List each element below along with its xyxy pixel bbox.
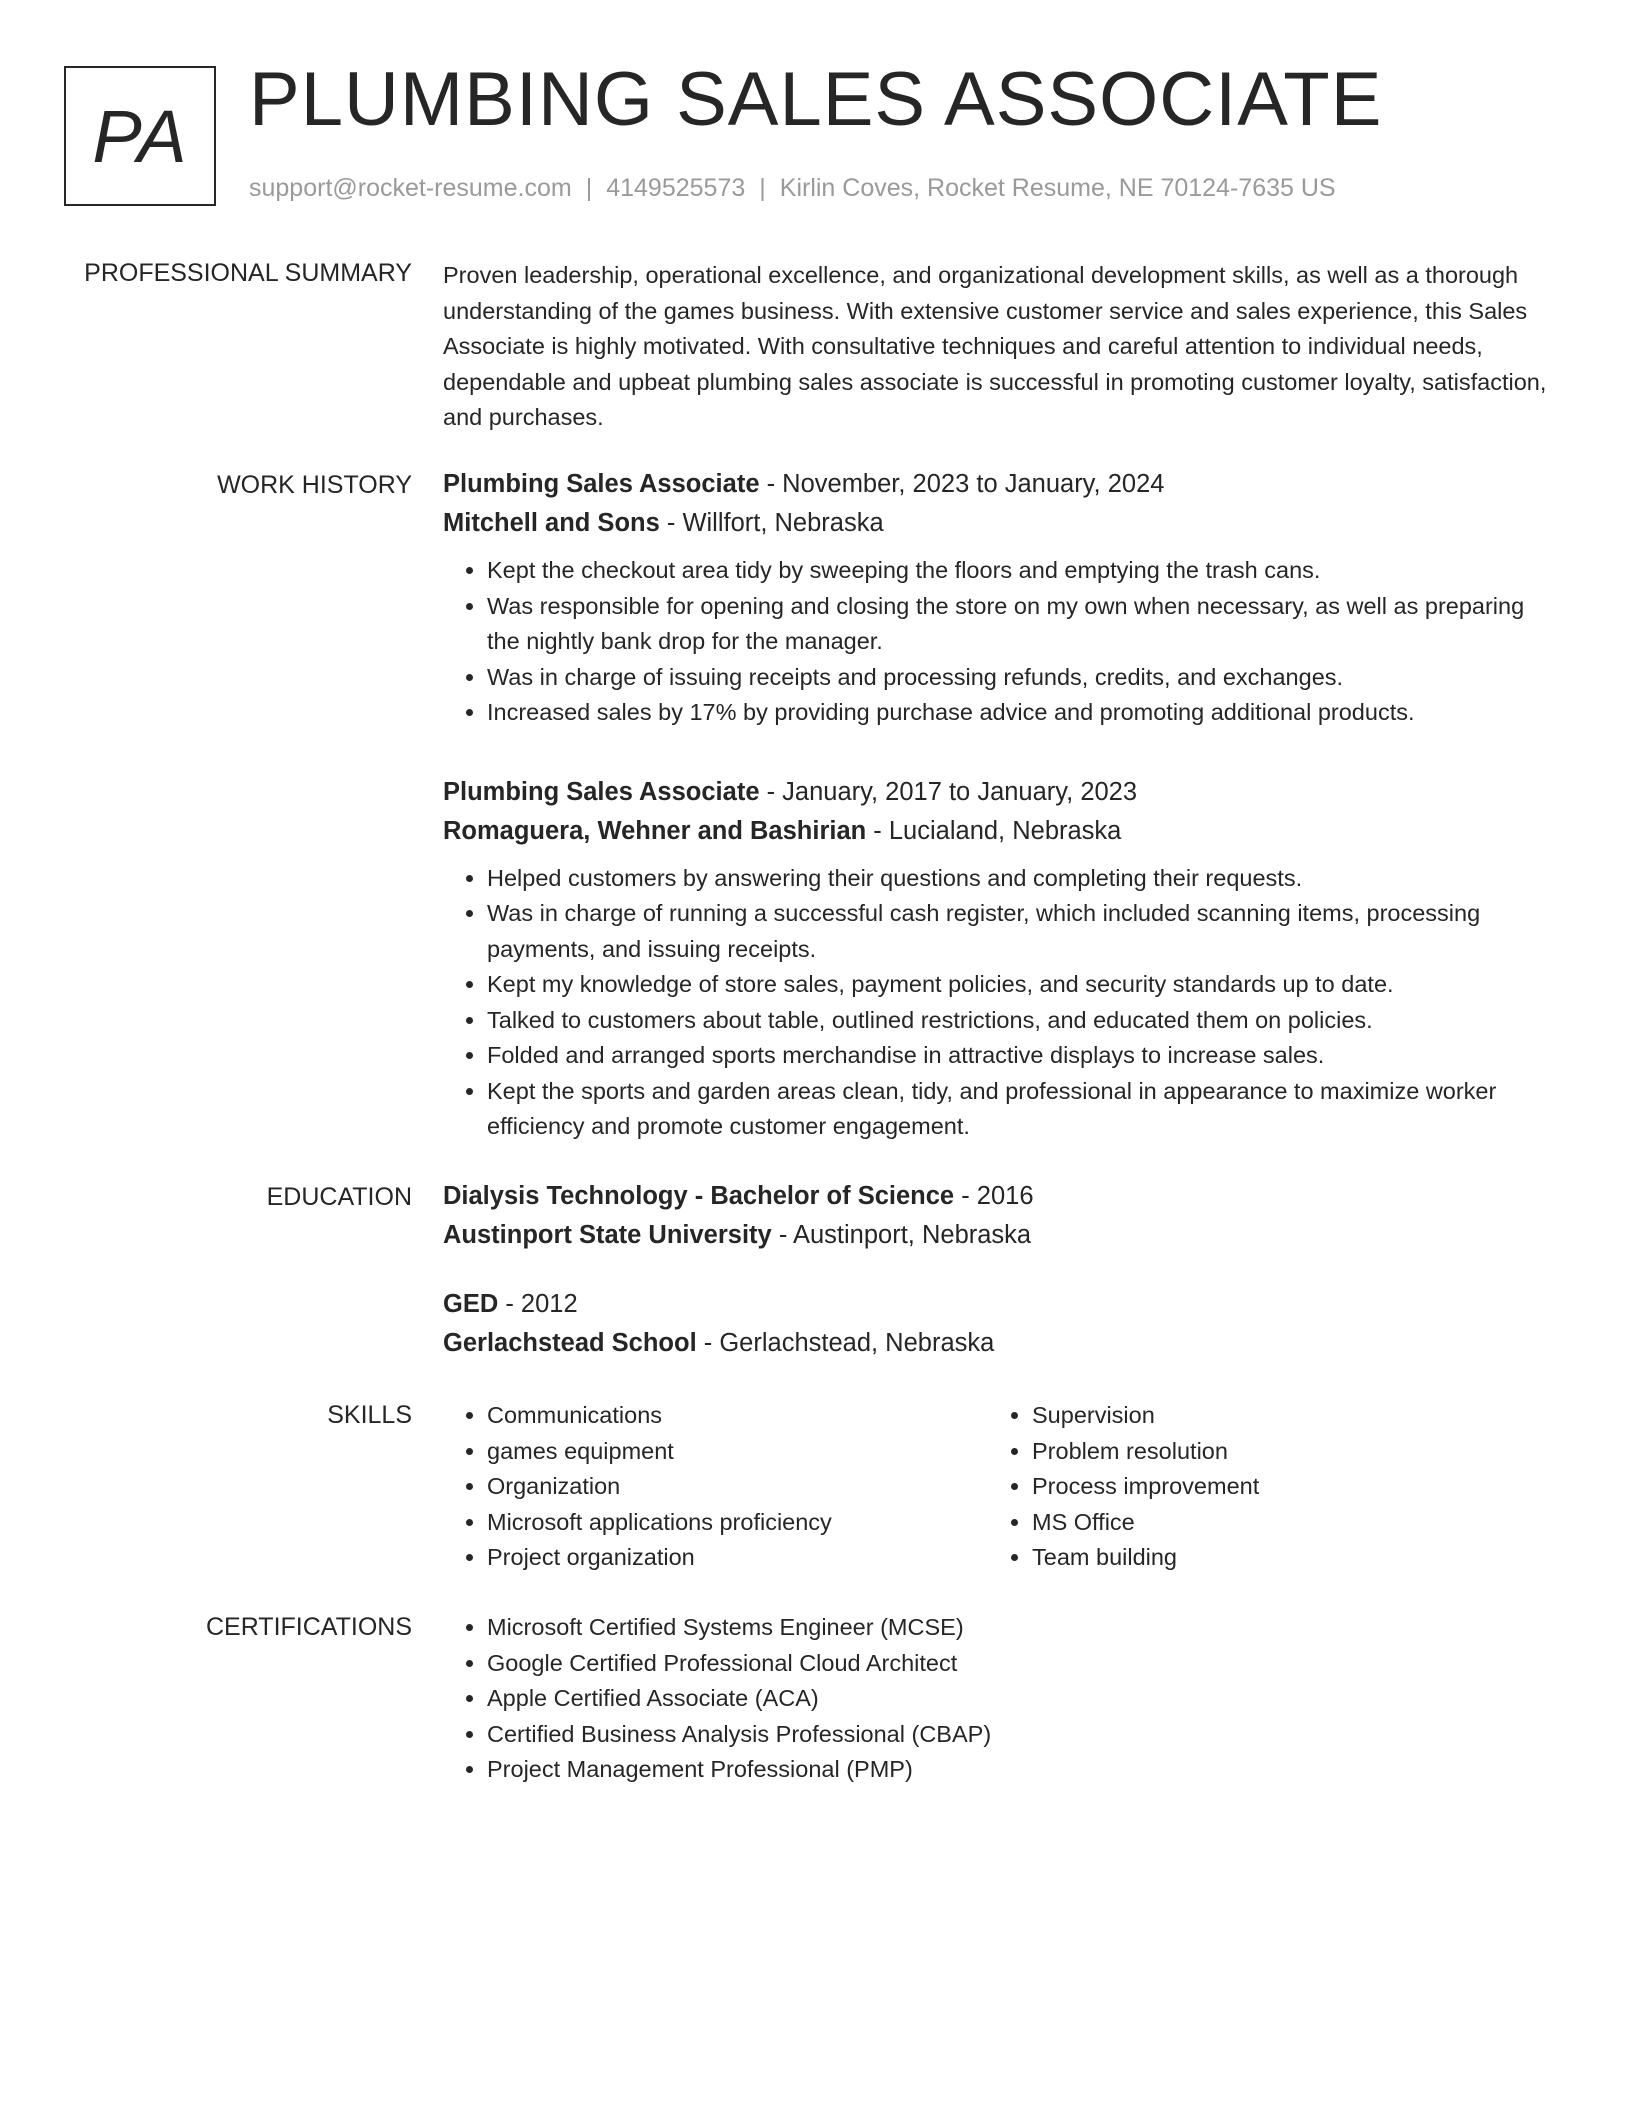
job-bullets: [443, 553, 1563, 731]
list-item: • Increased sales by 17% by providing purchase advice and promoting additional products.: [487, 695, 1563, 731]
education-degree: Dialysis Technology - Bachelor of Science: [443, 1182, 955, 1210]
list-item: • Kept the checkout area tidy by sweeping the floors and emptying the trash cans.: [487, 553, 1563, 589]
work-body: [443, 465, 1563, 1187]
section-label-skills: SKILLS: [327, 1401, 412, 1429]
job-company: Mitchell and Sons: [443, 509, 660, 537]
section-label-education: EDUCATION: [266, 1183, 412, 1211]
job-bullets: [443, 861, 1563, 1145]
education-location: - Gerlachstead, Nebraska: [696, 1329, 995, 1357]
section-label-work: WORK HISTORY: [217, 471, 412, 499]
list-item: • games equipment: [487, 1434, 988, 1470]
skills-column-right: [988, 1398, 1533, 1576]
monogram-initials: PA: [92, 94, 188, 178]
education-school-line: [443, 1216, 1563, 1255]
education-school-line: [443, 1324, 1563, 1363]
job-title-line: [443, 773, 1563, 812]
education-entry: [443, 1285, 1563, 1363]
list-item: • Communications: [487, 1398, 988, 1434]
education-body: [443, 1177, 1563, 1393]
summary-body: [443, 258, 1563, 436]
education-degree-line: [443, 1177, 1563, 1216]
list-item: • Kept the sports and garden areas clean, tidy, and professional in appearance to maximize worker efficiency and promote customer engagement.: [487, 1074, 1563, 1145]
skills-column-left: [443, 1398, 988, 1576]
education-degree: GED: [443, 1290, 499, 1318]
monogram-box: [64, 66, 216, 206]
list-item: • Process improvement: [1032, 1469, 1533, 1505]
list-item: • Was responsible for opening and closing the store on my own when necessary, as well as preparing the nightly bank drop for the manager.: [487, 589, 1563, 660]
list-item: • Project organization: [487, 1540, 988, 1576]
page-title: PLUMBING SALES ASSOCIATE: [249, 57, 1383, 142]
list-item: • Helped customers by answering their questions and completing their requests.: [487, 861, 1563, 897]
job-entry: [443, 773, 1563, 1145]
list-item: • Microsoft applications proficiency: [487, 1505, 988, 1541]
job-dates: - January, 2017 to January, 2023: [759, 777, 1138, 806]
job-dates: - November, 2023 to January, 2024: [759, 470, 1165, 498]
certifications-body: [443, 1610, 1563, 1788]
section-label-certifications: CERTIFICATIONS: [205, 1613, 412, 1641]
job-location: - Lucialand, Nebraska: [866, 816, 1122, 845]
list-item: • Talked to customers about table, outlined restrictions, and educated them on policies.: [487, 1003, 1563, 1039]
list-item: • Kept my knowledge of store sales, payment policies, and security standards up to date.: [487, 967, 1563, 1003]
job-location: - Willfort, Nebraska: [659, 509, 884, 537]
education-year: - 2012: [498, 1290, 578, 1318]
job-entry: [443, 465, 1563, 731]
job-title-line: [443, 465, 1563, 504]
contact-address: Kirlin Coves, Rocket Resume, NE 70124-7635 US: [779, 174, 1336, 202]
summary-text: Proven leadership, operational excellence, and organizational development skills, as well as a thorough understanding of the games business. With extensive customer service and sales experience, this Sales Associate is highly motivated. With consultative techniques and careful attention to individual needs, dependable and upbeat plumbing sales associate is successful in promoting customer loyalty, satisfaction, and purchases.: [443, 262, 1547, 430]
education-school: Austinport State University: [443, 1221, 772, 1249]
list-item: • Apple Certified Associate (ACA): [487, 1681, 1563, 1717]
list-item: • Was in charge of issuing receipts and processing refunds, credits, and exchanges.: [487, 660, 1563, 696]
certifications-list: [443, 1610, 1563, 1788]
list-item: • Organization: [487, 1469, 988, 1505]
list-item: • Problem resolution: [1032, 1434, 1533, 1470]
job-title: Plumbing Sales Associate: [443, 777, 760, 806]
section-label-summary: PROFESSIONAL SUMMARY: [84, 259, 412, 287]
education-degree-line: [443, 1285, 1563, 1324]
education-year: - 2016: [954, 1182, 1034, 1210]
skills-grid: [443, 1398, 1563, 1576]
contact-separator: |: [759, 174, 766, 202]
list-item: • Microsoft Certified Systems Engineer (MCSE): [487, 1610, 1563, 1646]
contact-phone: 4149525573: [606, 174, 746, 202]
education-entry: [443, 1177, 1563, 1255]
list-item: • Project Management Professional (PMP): [487, 1752, 1563, 1788]
job-company-line: [443, 504, 1563, 543]
list-item: • Was in charge of running a successful cash register, which included scanning items, processing payments, and issuing receipts.: [487, 896, 1563, 967]
contact-separator: |: [585, 174, 593, 202]
contact-email: support@rocket-resume.com: [249, 174, 572, 202]
job-company-line: [443, 812, 1563, 851]
list-item: • Folded and arranged sports merchandise in attractive displays to increase sales.: [487, 1038, 1563, 1074]
education-location: - Austinport, Nebraska: [771, 1221, 1032, 1249]
skills-body: [443, 1398, 1563, 1576]
list-item: • Supervision: [1032, 1398, 1533, 1434]
list-item: • Team building: [1032, 1540, 1533, 1576]
education-school: Gerlachstead School: [443, 1329, 697, 1357]
list-item: • MS Office: [1032, 1505, 1533, 1541]
skills-list: [988, 1398, 1533, 1576]
list-item: • Certified Business Analysis Professional (CBAP): [487, 1717, 1563, 1753]
skills-list: [443, 1398, 988, 1576]
list-item: • Google Certified Professional Cloud Architect: [487, 1646, 1563, 1682]
job-title: Plumbing Sales Associate: [443, 470, 760, 498]
contact-line: [249, 172, 1336, 204]
job-company: Romaguera, Wehner and Bashirian: [443, 816, 867, 845]
